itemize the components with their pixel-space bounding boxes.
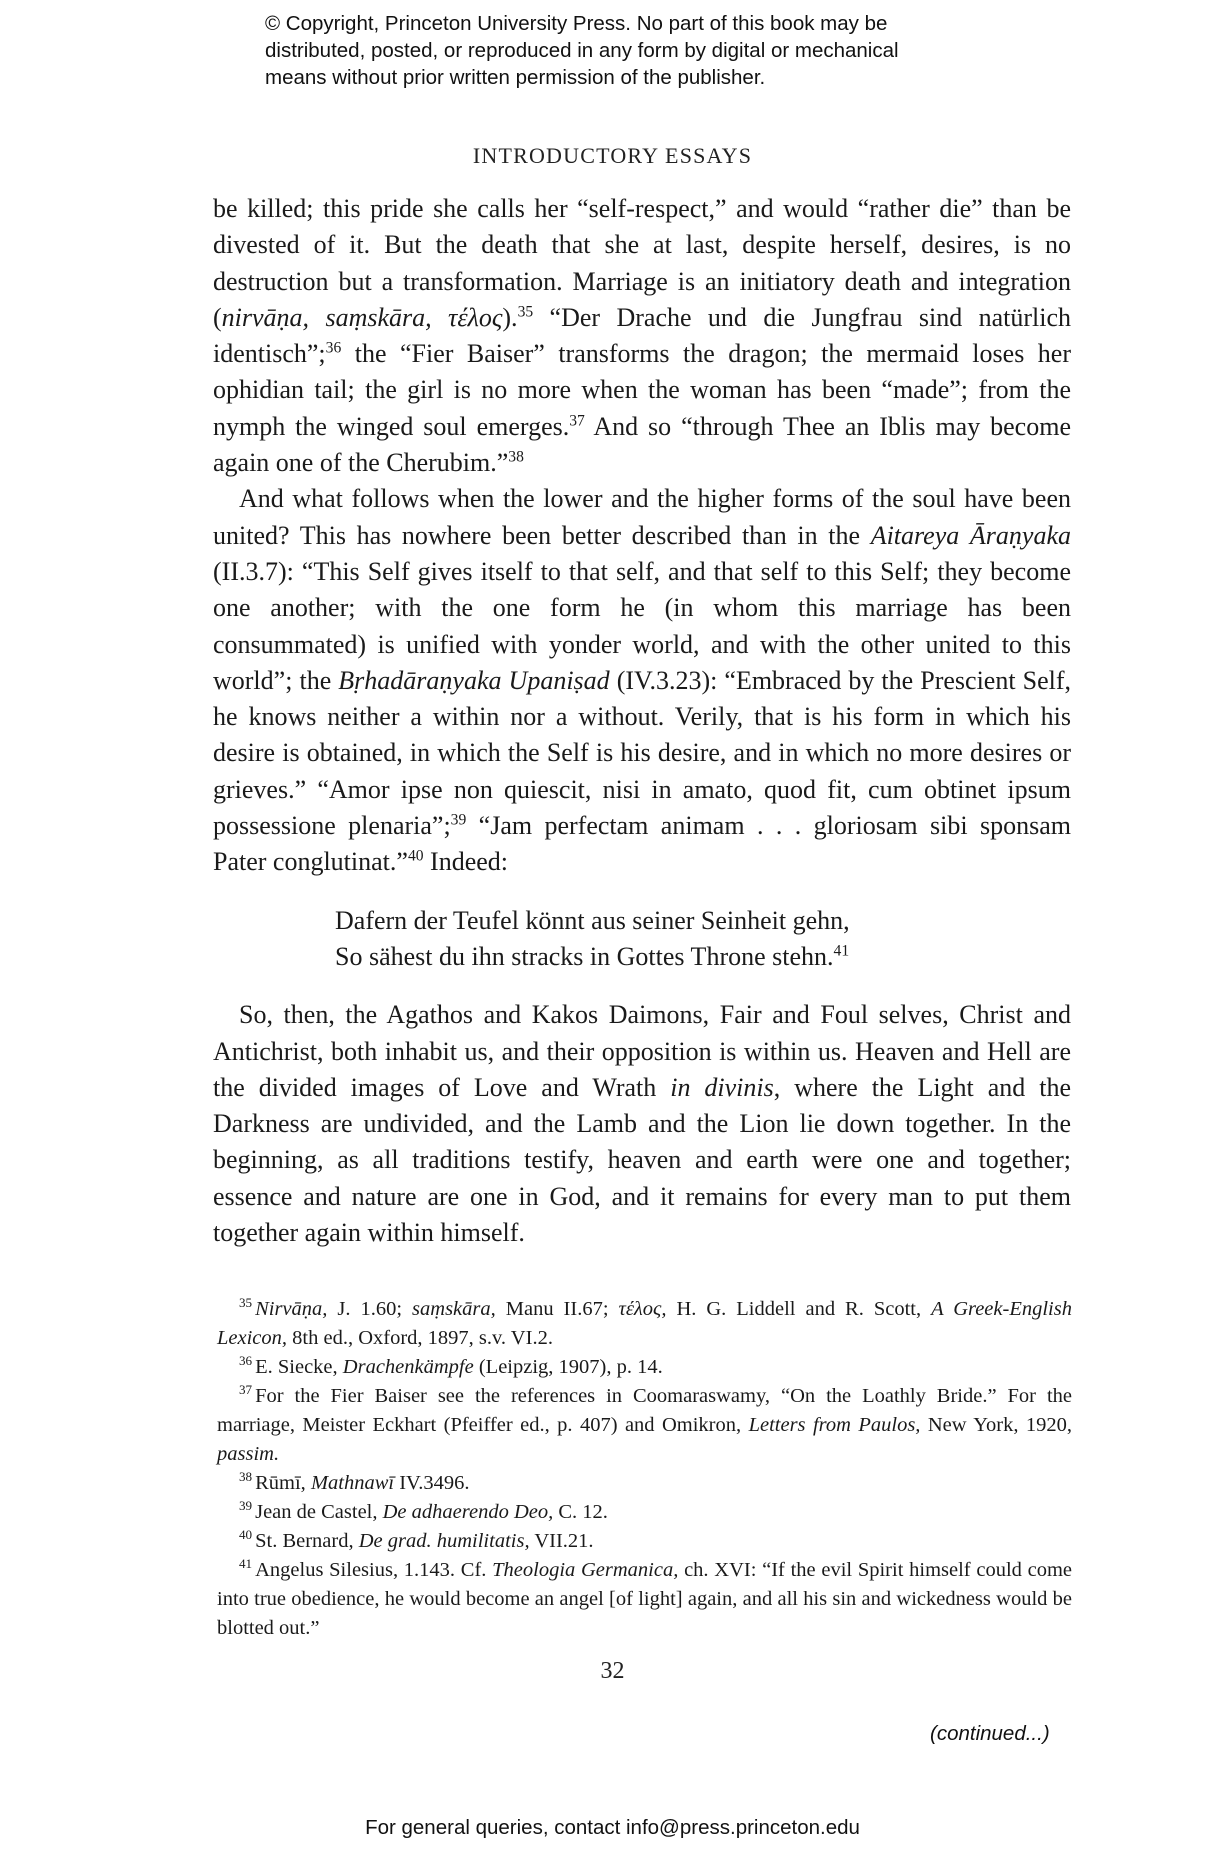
italic-span: Aitareya Āraṇyaka bbox=[870, 520, 1071, 550]
text-span: Rūmī, bbox=[255, 1472, 311, 1494]
verse-quotation bbox=[335, 903, 1071, 976]
italic-span: Nirvāṇa, bbox=[255, 1298, 328, 1320]
text-span: (IV.3.23): “Embraced by the Prescient Self, he knows neither a within nor a without. Verily, that is his form in which his desire is obtained, in which the Self is his desire, and in which no more desires or grieves.” “Amor ipse non quiescit, nisi in amato, quod fit, cum obtinet ipsum possessione plenaria”; bbox=[213, 665, 1071, 841]
footnote-number: 35 bbox=[239, 1295, 253, 1311]
italic-span: Mathnawī bbox=[310, 1472, 395, 1494]
footnote-number: 41 bbox=[239, 1556, 253, 1572]
text-span: ch. XVI: “If the evil Spirit himself could come into true obedience, he would become an angel [of light] again, and all his sin and wickedness would be blotted out.” bbox=[217, 1559, 1073, 1639]
italic-span: Bṛhadāraṇyaka Upaniṣad bbox=[338, 665, 610, 695]
footnote-number: 38 bbox=[239, 1469, 253, 1485]
text-span: , where the Light and the Darkness are undivided, and the Lamb and the Lion lie down together. In the beginning, as all traditions testify, heaven and earth were one and together; essence and nature are one in God, and it remains for every man to put them together again within himself. bbox=[213, 1072, 1072, 1248]
text-span: J. 1.60; bbox=[327, 1298, 413, 1320]
text-span: So, then, the Agathos and Kakos Daimons, Fair and Foul selves, Christ and Antichrist, both inhabit us, and their opposition is within us. Heaven and Hell are the divided images of Love and Wrath bbox=[213, 1000, 1071, 1102]
text-span: Manu II.67; bbox=[495, 1298, 619, 1320]
text-span: (II.3.7): “This Self gives itself to that self, and that self to this Self; they become one another; with the one form he (in whom this marriage has been consummated) is unified with yonder world, and with the other united to this world”; the bbox=[213, 556, 1071, 695]
footnote-40 bbox=[217, 1527, 1072, 1556]
text-span: IV.3496. bbox=[394, 1472, 470, 1494]
footnote-ref-38[interactable]: 38 bbox=[508, 448, 524, 466]
footnotes bbox=[217, 1295, 1072, 1643]
italic-span: Theologia Germanica, bbox=[492, 1559, 679, 1581]
footnote-ref-39[interactable]: 39 bbox=[450, 811, 467, 829]
text-span: 8th ed., Oxford, 1897, s.v. VI.2. bbox=[287, 1327, 553, 1349]
contact-line: For general queries, contact info@press.princeton.edu bbox=[365, 1816, 860, 1839]
text-span: So sähest du ihn stracks in Gottes Throne stehn. bbox=[335, 941, 834, 971]
italic-span: τέλος, bbox=[618, 1298, 667, 1320]
footnote-36 bbox=[217, 1353, 1072, 1382]
text-span: And what follows when the lower and the higher forms of the soul have been united? This has nowhere been better described than in the bbox=[213, 484, 1071, 550]
text-span: ). bbox=[502, 302, 518, 332]
italic-span: passim. bbox=[217, 1443, 280, 1465]
footnote-number: 39 bbox=[239, 1498, 253, 1514]
footnote-41 bbox=[217, 1556, 1072, 1643]
text-span: be killed; this pride she calls her “self-respect,” and would “rather die” than be divested of it. But the death that she at last, despite herself, desires, is no destruction but a transformation. Marriage is an initiatory death and integration ( bbox=[213, 194, 1071, 332]
italic-span: De adhaerendo Deo, bbox=[382, 1501, 554, 1523]
footnote-number: 37 bbox=[239, 1382, 253, 1398]
copyright-line-3: means without prior written permission of the publisher. bbox=[265, 66, 766, 89]
verse-line-1: Dafern der Teufel könnt aus seiner Seinheit gehn, bbox=[335, 905, 850, 935]
text-span: Indeed: bbox=[423, 847, 508, 877]
text-span: H. G. Liddell and R. Scott, bbox=[666, 1298, 932, 1320]
text-span: New York, 1920, bbox=[920, 1414, 1073, 1436]
footnote-39 bbox=[217, 1498, 1072, 1527]
text-span: And so “through Thee an Iblis may become again one of the Cherubim.” bbox=[213, 411, 1071, 478]
italic-span: Letters from Paulos, bbox=[748, 1414, 921, 1436]
italic-span: Drachenkämpfe bbox=[342, 1356, 474, 1378]
text-span: Jean de Castel, bbox=[255, 1501, 383, 1523]
italic-span: saṃskāra, bbox=[412, 1298, 496, 1320]
text-span: VII.21. bbox=[529, 1530, 594, 1552]
italic-span: in divinis bbox=[670, 1072, 774, 1102]
continued-label: (continued...) bbox=[930, 1722, 1050, 1745]
text-span: E. Siecke, bbox=[255, 1356, 343, 1378]
italic-span: nirvāṇa, saṃskāra, τέλος bbox=[221, 302, 503, 332]
footnote-38 bbox=[217, 1469, 1072, 1498]
footnote-ref-36[interactable]: 36 bbox=[325, 339, 342, 357]
footnote-ref-40[interactable]: 40 bbox=[407, 847, 424, 865]
text-span: “Der Drache und die Jungfrau sind natürlich identisch”; bbox=[213, 302, 1071, 369]
paragraph-3 bbox=[213, 997, 1071, 1251]
text-span: the “Fier Baiser” transforms the dragon; the mermaid loses her ophidian tail; the girl is no more when the woman has been “made”; from the nymph the winged soul emerges. bbox=[213, 339, 1071, 441]
page-number: 32 bbox=[600, 1658, 625, 1684]
copyright-line-1: © Copyright, Princeton University Press. No part of this book may be bbox=[265, 12, 888, 35]
footnote-number: 40 bbox=[239, 1527, 253, 1543]
footnote-ref-37[interactable]: 37 bbox=[569, 412, 585, 430]
footnote-37 bbox=[217, 1382, 1072, 1469]
paragraph-2 bbox=[213, 481, 1071, 880]
verse-line-2 bbox=[335, 939, 1071, 975]
text-span: “Jam perfectam animam . . . gloriosam sibi sponsam Pater conglutinat.” bbox=[213, 811, 1072, 877]
footnote-ref-35[interactable]: 35 bbox=[517, 303, 534, 321]
text-span: (Leipzig, 1907), p. 14. bbox=[473, 1356, 663, 1378]
text-span: For the Fier Baiser see the references in Coomaraswamy, “On the Loathly Bride.” For the marriage, Meister Eckhart (Pfeiffer ed., p. 407) and Omikron, bbox=[217, 1385, 1072, 1436]
main-text bbox=[213, 191, 1071, 1251]
footnote-number: 36 bbox=[239, 1353, 253, 1369]
copyright-notice bbox=[265, 10, 1085, 91]
footnote-35 bbox=[217, 1295, 1072, 1353]
text-span: St. Bernard, bbox=[255, 1530, 359, 1552]
copyright-line-2: distributed, posted, or reproduced in any form by digital or mechanical bbox=[265, 39, 899, 62]
running-head: INTRODUCTORY ESSAYS bbox=[472, 143, 753, 168]
italic-span: A Greek-English Lexicon, bbox=[217, 1298, 1072, 1349]
text-span: Angelus Silesius, 1.143. Cf. bbox=[255, 1559, 493, 1581]
italic-span: De grad. humilitatis, bbox=[358, 1530, 530, 1552]
text-span: C. 12. bbox=[553, 1501, 608, 1523]
paragraph-1 bbox=[213, 191, 1071, 481]
footnote-ref-41[interactable]: 41 bbox=[833, 942, 850, 960]
